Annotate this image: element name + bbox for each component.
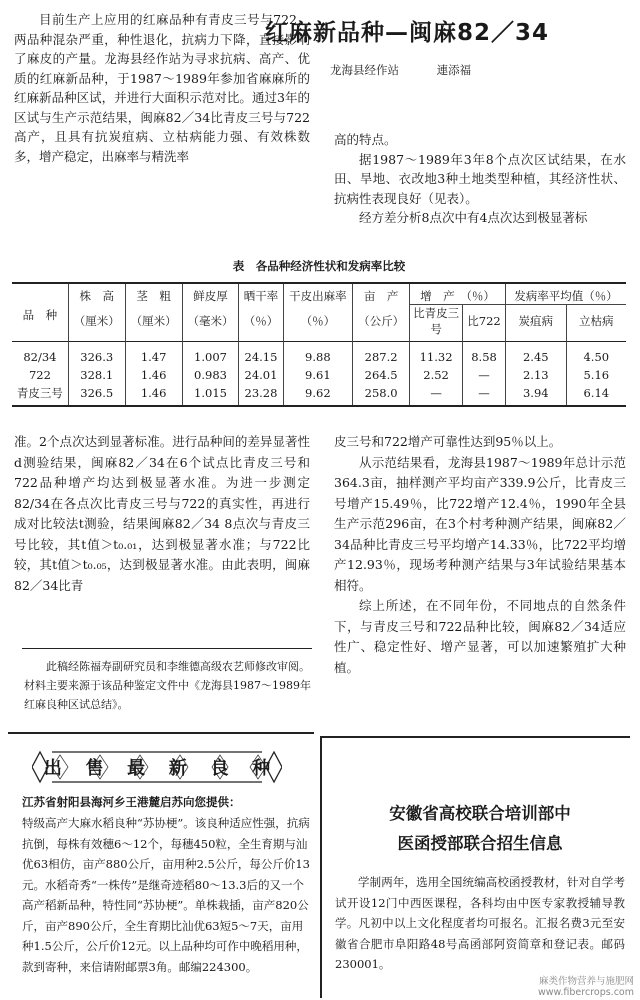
unit-stem: （厘米） <box>125 305 182 342</box>
col-height: 株 高 <box>68 283 125 305</box>
cell-bark: 1.007 <box>182 342 239 367</box>
col-dry: 晒干率 <box>239 283 283 305</box>
cell-stem: 1.46 <box>125 366 182 384</box>
banner-char: 最 <box>127 758 146 779</box>
cell-anth: 3.94 <box>505 384 566 406</box>
cell-anth: 2.45 <box>505 342 566 367</box>
ad-title-line1: 安徽省高校联合培训部中 <box>389 804 571 823</box>
col-dampingoff: 立枯病 <box>566 305 626 342</box>
article-title: 红麻新品种—闽麻82／34 <box>265 20 550 46</box>
col-yield: 亩 产 <box>353 283 410 305</box>
note-divider <box>22 648 312 649</box>
table-row <box>12 384 626 406</box>
cell-yield: 258.0 <box>353 384 410 406</box>
cell-inc1: 11.32 <box>410 342 463 367</box>
paragraph: 经方差分析8点次中有4点次达到极显著标 <box>359 210 588 225</box>
paragraph: 准。2个点次达到显著标准。进行品种间的差异显著性d测验结果，闽麻82／34在6个试点比青皮三号和722品种增产均达到极显著水准。为进一步测定82/34在各点次比青皮三号与722的真实性，再进行成对比较法t测验，结果闽麻82／34 8点次与青皮三号比较，其t值＞t₀.₀₁，达到极显著水准；与722比较，其t值＞t₀.₀₅，达到极显著水准。由此表明，闽麻82／34比青 <box>14 434 310 593</box>
cell-height: 326.3 <box>68 342 125 367</box>
cell-yield: 287.2 <box>353 342 410 367</box>
table-caption: 表 各品种经济性状和发病率比较 <box>232 259 406 273</box>
cell-damp: 5.16 <box>566 366 626 384</box>
paragraph: 高的特点。 <box>334 132 397 147</box>
column-divider <box>320 736 322 998</box>
unit-dry: （％） <box>239 305 283 342</box>
author-name: 連添福 <box>436 63 472 77</box>
source-note: 此稿经陈福寿副研究员和李维德高级农艺师修改审阅。材料主要来源于该品种鉴定文件中《龙海县1987～1989年红麻良种区试总结》。 <box>24 660 311 711</box>
cell-inc1: — <box>410 384 463 406</box>
cell-height: 328.1 <box>68 366 125 384</box>
col-bark: 鲜皮厚 <box>182 283 239 305</box>
section-divider-left <box>8 732 314 734</box>
cell-anth: 2.13 <box>505 366 566 384</box>
cell-stem: 1.47 <box>125 342 182 367</box>
cell-drybark: 9.88 <box>283 342 353 367</box>
sale-heading: 江苏省射阳县海河乡王港麓启苏向您提供： <box>22 795 241 809</box>
body-left-top <box>14 10 310 166</box>
cell-variety: 青皮三号 <box>12 384 68 406</box>
cell-variety: 722 <box>28 368 51 382</box>
unit-height: （厘米） <box>68 305 125 342</box>
ad-body <box>335 872 625 975</box>
col-stem: 茎 粗 <box>125 283 182 305</box>
unit-drybark: （％） <box>283 305 353 342</box>
body-right-mid <box>334 432 626 678</box>
table-row <box>12 366 626 384</box>
unit-bark: （毫米） <box>182 305 239 342</box>
sale-banner-text <box>32 748 282 786</box>
section-divider-right <box>322 736 630 738</box>
table-row <box>12 342 626 367</box>
banner-char: 出 <box>43 758 62 779</box>
cell-damp: 4.50 <box>566 342 626 367</box>
sale-banner <box>32 748 282 786</box>
paragraph: 学制两年，选用全国统编高校函授教材，针对自学考试开设12门中西医课程，各科均由中医专家教授辅导教学。凡初中以上文化程度者均可报名。汇报名费3元至安徽省合肥市阜阳路48号高函部阿资简章和登记表。邮码230001。 <box>335 875 625 971</box>
paragraph: 皮三号和722增产可靠性达到95％以上。 <box>334 434 562 449</box>
cell-drybark: 9.61 <box>283 366 353 384</box>
cell-variety: 82/34 <box>12 342 68 367</box>
cell-dry: 24.15 <box>239 342 283 367</box>
banner-char: 新 <box>168 758 187 779</box>
cell-inc2: — <box>463 384 506 406</box>
body-right-top <box>334 130 626 228</box>
cell-stem: 1.46 <box>125 384 182 406</box>
cell-bark: 0.983 <box>182 366 239 384</box>
cell-damp: 6.14 <box>566 384 626 406</box>
watermark <box>538 976 634 998</box>
watermark-line2: www.fibercrops.com <box>537 987 634 998</box>
col-vs-qingpi: 比青皮三号 <box>410 305 463 342</box>
paragraph: 从示范结果看，龙海县1987～1989年总计示范364.3亩，抽样测产平均亩产339.9公斤，比青皮三号增产15.49％，比722增产12.4％，1990年全县生产示范296亩，在3个村考种测产结果，闽麻82／34品种比青皮三号平均增产14.33％，比722平均增产12.93％，现场考种测产结果与3年试验结果基本相符。 <box>334 454 626 593</box>
ad-title-line2: 医函授部联合招生信息 <box>397 834 563 853</box>
cell-inc1: 2.52 <box>410 366 463 384</box>
unit-yield: （公斤） <box>353 305 410 342</box>
col-vs-722: 比722 <box>463 305 506 342</box>
body-left-mid <box>14 432 310 596</box>
cell-dry: 23.28 <box>239 384 283 406</box>
data-table <box>12 282 626 407</box>
col-drybark: 干皮出麻率 <box>283 283 353 305</box>
cell-drybark: 9.62 <box>283 384 353 406</box>
banner-char: 良 <box>210 758 229 779</box>
col-anthracnose: 炭疽病 <box>505 305 566 342</box>
cell-height: 326.5 <box>68 384 125 406</box>
byline <box>330 62 505 78</box>
paragraph: 综上所述，在不同年份，不同地点的自然条件下，与青皮三号和722品种比较，闽麻82／34适应性广、稳定性好、增产显著，可以加速繁殖扩大种植。 <box>334 598 626 675</box>
col-variety: 品 种 <box>12 283 68 342</box>
author-unit: 龙海县经作站 <box>330 63 399 77</box>
cell-dry: 24.01 <box>239 366 283 384</box>
paragraph: 目前生产上应用的红麻品种有青皮三号与722，两品种混杂严重，种性退化，抗病力下降，直接影响了麻皮的产量。龙海县经作站为寻求抗病、高产、优质的红麻新品种，于1987～1989年参加省麻麻所的红麻新品种区试，并进行大面积示范对比。通过3年的区试与生产示范结果，闽麻82／34比青皮三号与722高产，且具有抗炭疽病、立枯病能力强、有效株数多，增产稳定，出麻率与精洗率 <box>14 12 310 164</box>
cell-bark: 1.015 <box>182 384 239 406</box>
watermark-line1: 麻类作物营养与施肥网 <box>538 976 634 987</box>
cell-yield: 264.5 <box>353 366 410 384</box>
col-increase: 增 产 （％） <box>410 283 506 305</box>
col-disease: 发病率平均值（％） <box>505 283 626 305</box>
sale-body: 特级高产大麻水稻良种“苏协梗”。该良种适应性强，抗病抗倒，每株有效穗6～12个，每穗450粒，全生育期与汕优63相仿，亩产880公斤，亩用种2.5公斤，每公斤价13元。水稻奇秀“一株传”是继奇迹稻80～13.3后的又一个高产稻新品种，特性同“苏协梗”。单株栽插，亩产820公斤，亩产890公斤，全生育期比汕优63短5～7天，亩用种1.5公斤，公斤价12元。以上品种均可作中晚稻用种，款到寄种，来信请附邮票3角。邮编224300。 <box>22 816 311 974</box>
banner-char: 种 <box>252 758 271 779</box>
banner-char: 售 <box>85 758 104 779</box>
cell-inc2: 8.58 <box>463 342 506 367</box>
cell-inc2: — <box>463 366 506 384</box>
paragraph: 据1987～1989年3年8个点次区试结果，在水田、旱地、衣改地3种土地类型种植，其经济性状、抗病性表现良好（见表）。 <box>334 151 626 206</box>
